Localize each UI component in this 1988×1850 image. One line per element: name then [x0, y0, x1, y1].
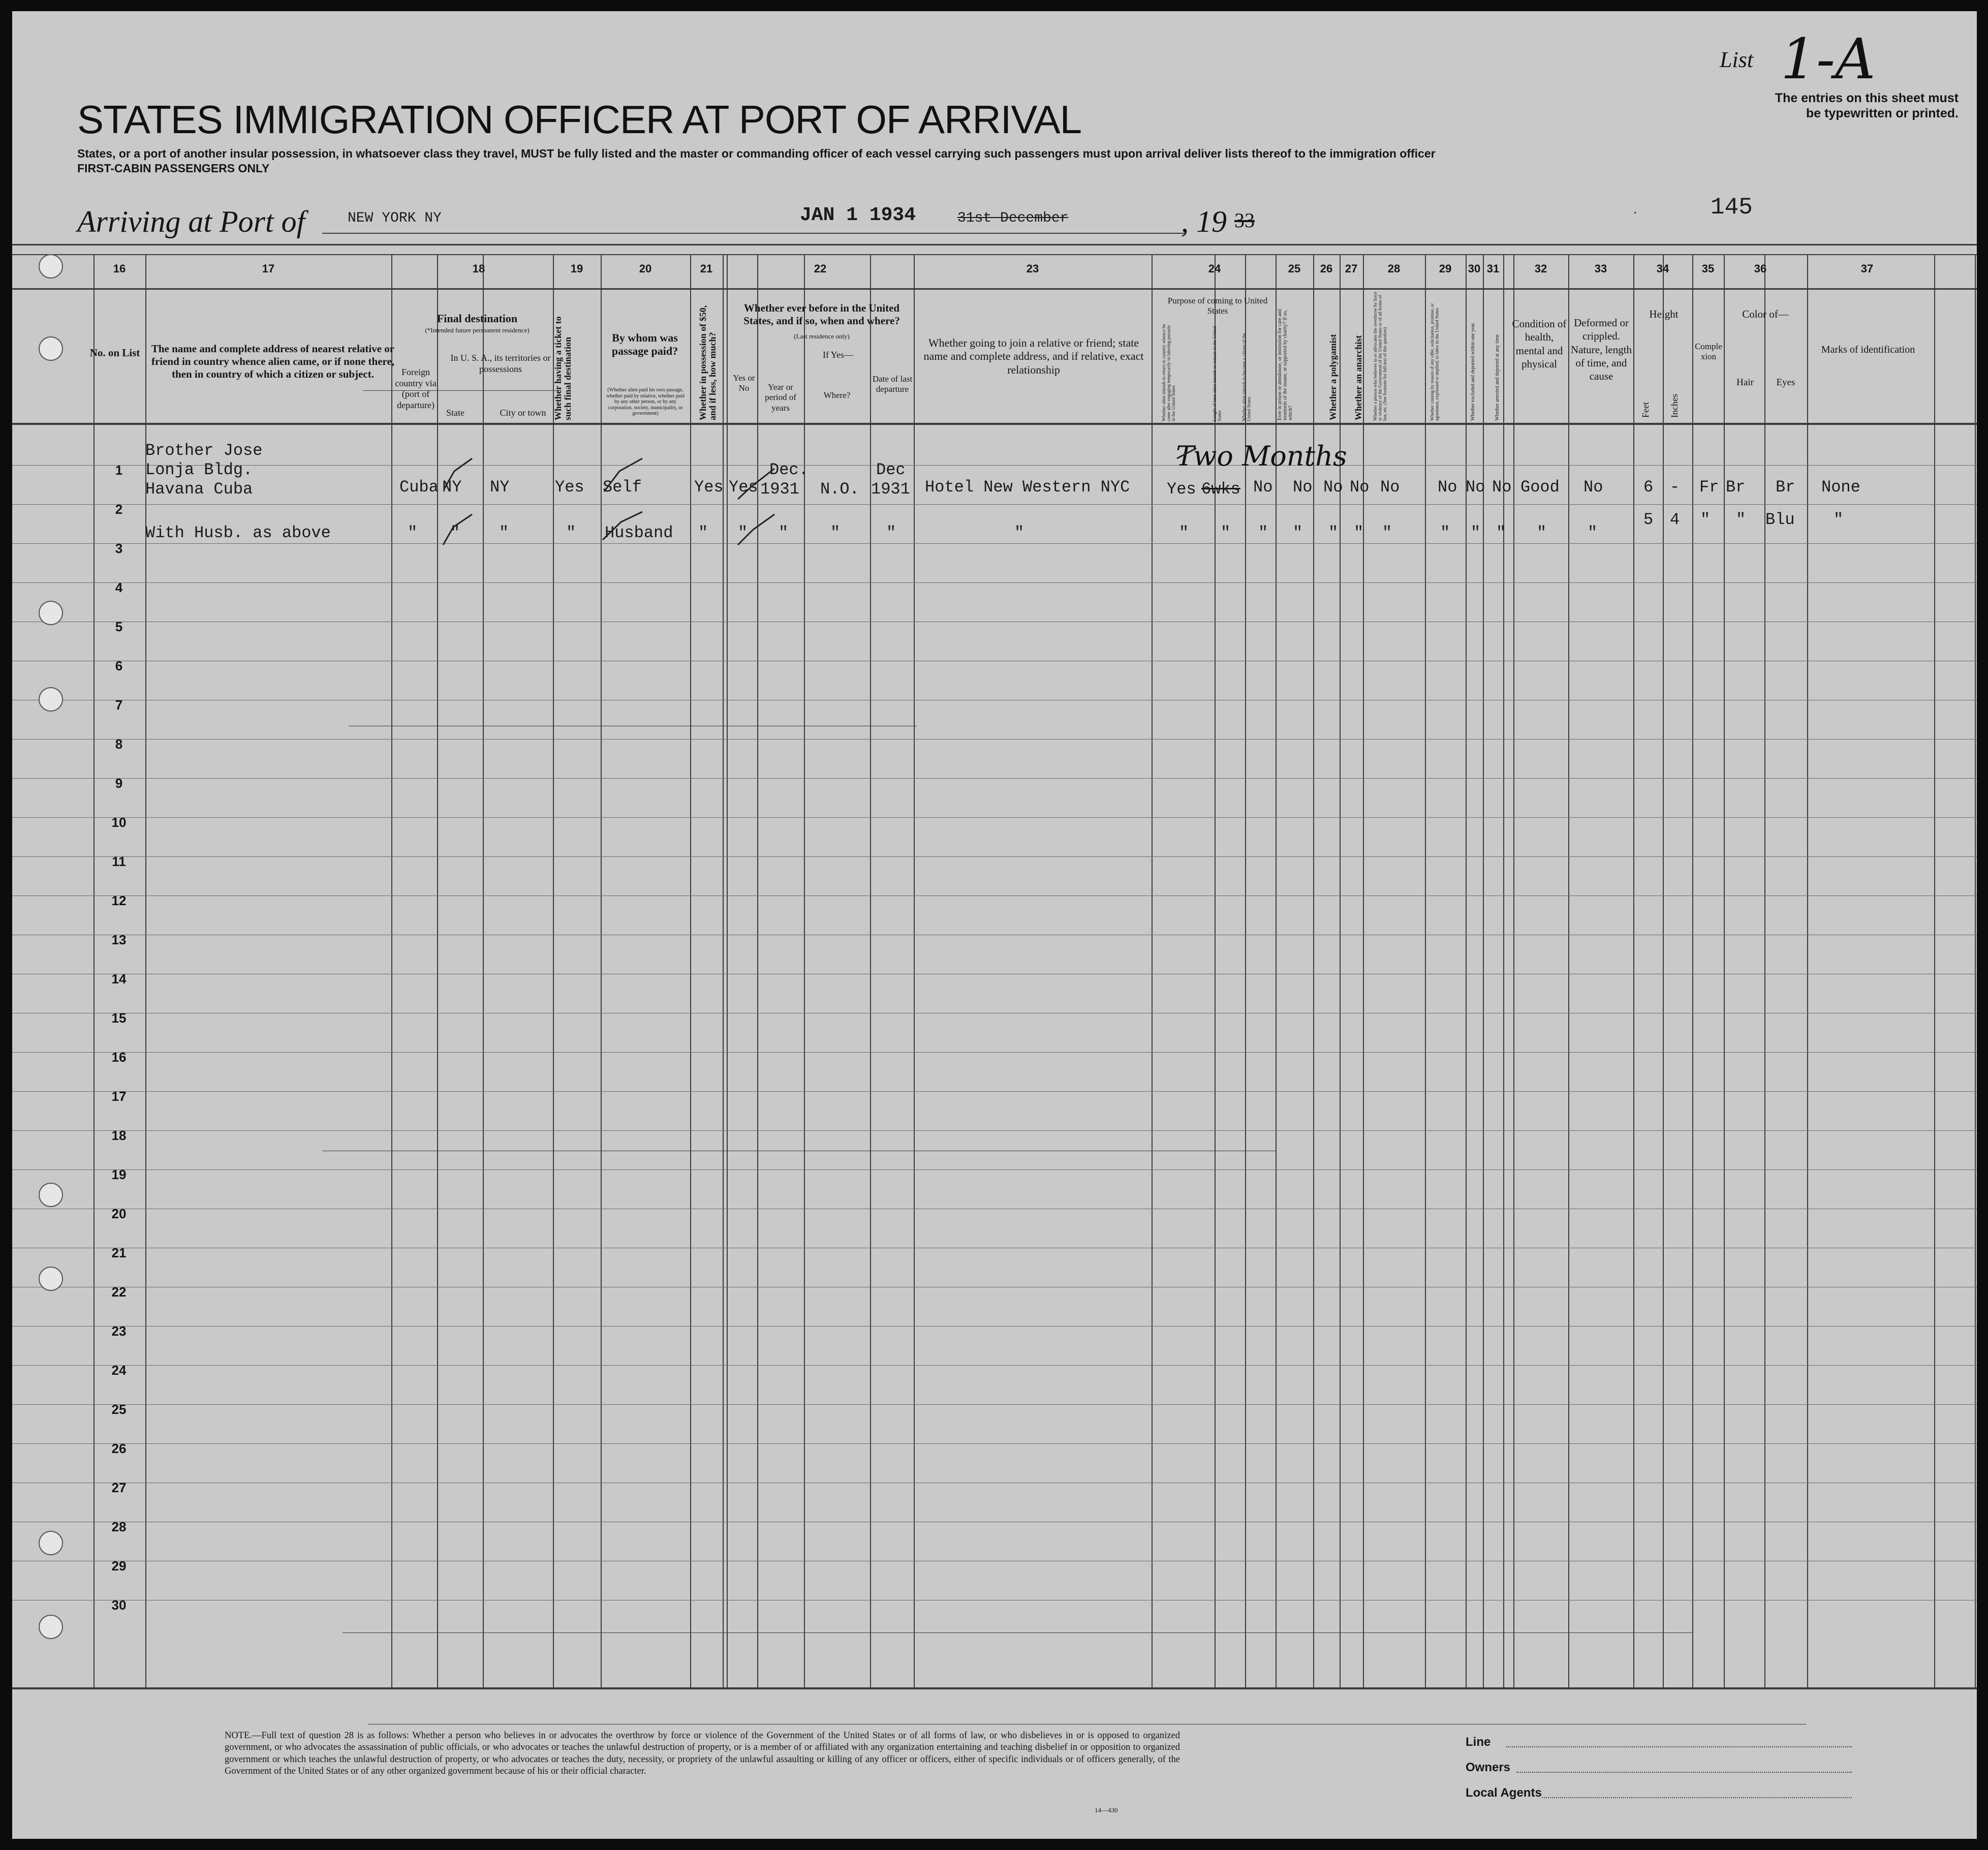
column-number: 32	[1534, 262, 1547, 275]
header-purpose: Purpose of coming to United States	[1167, 296, 1268, 316]
binder-hole	[39, 1615, 63, 1639]
header-deformed: Deformed or crippled. Nature, length of time, and cause	[1570, 317, 1632, 382]
header-inches: Inches	[1669, 394, 1680, 418]
header-year-or-period: Year or period of years	[765, 382, 796, 413]
row2-join: "	[1014, 523, 1024, 542]
header-prison: Ever in prison or almshouse, or institution for care and treatment of the insane, or supported by charity? If so, which?	[1277, 309, 1293, 420]
row1-polygamist: No	[1323, 478, 1343, 497]
row-number: 6	[115, 658, 123, 673]
row2-relative-line-1: With Husb. as above	[145, 523, 331, 542]
row1-arrested: No	[1492, 478, 1512, 497]
row-number: 10	[111, 815, 127, 830]
row-number: 3	[115, 541, 123, 556]
row-line	[12, 1326, 1977, 1327]
column-number: 19	[570, 262, 583, 275]
header-color-of: Color of—	[1742, 308, 1789, 320]
row2-arrested: "	[1496, 523, 1506, 542]
header-in-usa: In U. S. A., its territories or possessions	[450, 353, 551, 374]
header-ticket: Whether having a ticket to such final destination	[553, 316, 573, 420]
row1-ticket: Yes	[555, 478, 584, 497]
row1-hair: Br	[1726, 478, 1746, 497]
date-stamp: JAN 1 1934	[800, 204, 916, 226]
year-struck: 33	[1234, 209, 1255, 232]
state-check-2	[443, 514, 472, 545]
row-number: 27	[111, 1480, 127, 1495]
row-number: 24	[111, 1363, 127, 1378]
row2-offer: "	[1440, 523, 1450, 542]
binder-hole	[39, 687, 63, 712]
column-number: 26	[1320, 262, 1333, 275]
row-number: 22	[111, 1284, 127, 1300]
header-if-yes: If Yes—	[822, 350, 853, 360]
header-join-relative: Whether going to join a relative or friend; state name and complete address, and if relative, exact relationship	[923, 336, 1144, 376]
header-purpose-length: Length of time alien intends to remain in the United States	[1212, 326, 1222, 421]
row2-complexion: "	[1700, 510, 1711, 529]
header-purpose-citizen: Whether alien intends to become a citizen of the United States	[1241, 333, 1252, 421]
row1-join: Hotel New Western NYC	[925, 478, 1130, 497]
row-line	[12, 1365, 1977, 1366]
header-subrule	[343, 1632, 1692, 1633]
page-number-dots: .	[1633, 200, 1637, 217]
row-number: 20	[111, 1206, 127, 1221]
row-number: 26	[111, 1441, 127, 1456]
row-line	[12, 1404, 1977, 1405]
row2-hair: "	[1736, 510, 1746, 529]
column-number: 22	[814, 262, 827, 275]
row-number: 7	[115, 697, 123, 713]
class-line: FIRST-CABIN PASSENGERS ONLY	[77, 161, 270, 175]
page-number: 145	[1711, 194, 1753, 221]
row-number: 28	[111, 1519, 127, 1534]
line-field	[1506, 1746, 1852, 1747]
row1-ever-before: Yes	[729, 478, 758, 497]
row-number: 5	[115, 619, 123, 634]
owners-field	[1516, 1772, 1852, 1773]
row-number: 4	[115, 580, 123, 595]
header-anarchist: Whether an anarchist	[1353, 335, 1363, 420]
header-hair: Hair	[1736, 377, 1754, 388]
owners-label: Owners	[1466, 1761, 1511, 1774]
row1-offer: No	[1438, 478, 1457, 497]
row1-purpose-return: Yes	[1167, 480, 1196, 499]
date-struck: 31st December	[957, 210, 1069, 226]
row2-overthrow: "	[1382, 523, 1392, 542]
row-number: 11	[112, 854, 126, 869]
row1-marks: None	[1821, 478, 1860, 497]
header-by-whom-paid: By whom was passage paid?	[611, 331, 678, 358]
column-number: 16	[113, 262, 126, 275]
row2-health: "	[1537, 523, 1547, 542]
row2-ever-before: "	[738, 523, 748, 542]
row2-possession: "	[698, 523, 708, 542]
row2-inches: 4	[1670, 510, 1680, 529]
list-label: List	[1720, 47, 1754, 72]
row2-excluded: "	[1471, 523, 1481, 542]
row1-anarchist: No	[1350, 478, 1370, 497]
footer-top-rule	[12, 1687, 1977, 1689]
binder-hole	[39, 1267, 63, 1291]
typewritten-note-line-1: The entries on this sheet must	[1775, 91, 1959, 105]
header-marks: Marks of identification	[1821, 344, 1915, 355]
row-line	[12, 1091, 1977, 1092]
header-last-residence: (Last residence only)	[794, 332, 850, 340]
header-purpose-return: Whether alien intends to return to country whence he came after engaging temporarily in laboring pursuits in the United States	[1161, 324, 1176, 421]
line-label: Line	[1466, 1735, 1491, 1749]
column-number: 33	[1594, 262, 1607, 275]
row2-paid-by: Husband	[605, 523, 673, 542]
year-prefix: , 19	[1181, 205, 1227, 238]
column-number: 28	[1387, 262, 1401, 275]
row-number: 13	[111, 932, 127, 947]
header-health: Condition of health, mental and physical	[1512, 318, 1567, 370]
list-number-handwritten: 1-A	[1781, 26, 1876, 91]
column-number: 27	[1345, 262, 1358, 275]
row-number: 19	[111, 1167, 127, 1182]
state-check-1	[444, 458, 472, 489]
column-number: 37	[1860, 262, 1874, 275]
row-line	[12, 778, 1977, 779]
header-height: Height	[1649, 308, 1679, 320]
binder-hole	[39, 254, 63, 279]
row1-feet: 6	[1643, 478, 1654, 497]
header-arrested: Whether arrested and deported at any time	[1495, 334, 1500, 421]
header-by-whom-paid-note: (Whether alien paid his own passage, whether paid by relative, whether paid by any other person, or by any corporation, society, municipality, or government)	[606, 387, 685, 416]
column-number: 20	[639, 262, 652, 275]
paid-check-2	[603, 512, 642, 540]
row2-purpose-citizen: "	[1258, 523, 1268, 542]
row1-complexion: Fr	[1699, 478, 1719, 497]
row-number: 16	[111, 1050, 127, 1065]
binder-hole	[39, 1531, 63, 1555]
header-excluded: Whether excluded and deported within one year	[1470, 323, 1476, 421]
row2-eyes: Blu	[1765, 510, 1795, 529]
header-final-destination-note: (*Intended future permanent residence)	[425, 326, 530, 334]
paid-check-1	[604, 458, 642, 491]
row2-state: "	[450, 523, 460, 542]
row1-year-line-1: Dec.	[769, 460, 809, 479]
row-line	[12, 1169, 1977, 1170]
row2-prison: "	[1293, 523, 1303, 542]
row1-excluded: No	[1466, 478, 1485, 497]
column-number: 35	[1701, 262, 1715, 275]
form-number: 14—430	[1095, 1806, 1118, 1814]
header-state: State	[446, 408, 464, 418]
header-where: Where?	[823, 390, 851, 400]
row1-overthrow: No	[1380, 478, 1400, 497]
row-number: 2	[115, 502, 123, 517]
row-number: 29	[111, 1558, 127, 1574]
row-line	[12, 1443, 1977, 1444]
row2-ticket: "	[566, 523, 576, 542]
header-feet: Feet	[1640, 402, 1651, 418]
row1-relative-line-3: Havana Cuba	[145, 480, 253, 499]
purpose-scribble	[1177, 448, 1196, 458]
header-polygamist: Whether a polygamist	[1328, 334, 1338, 420]
ever-check-2	[738, 514, 774, 545]
column-number: 36	[1754, 262, 1767, 275]
row-line	[12, 856, 1977, 857]
row1-city: NY	[490, 478, 510, 497]
row2-foreign-country: "	[408, 523, 418, 542]
typewritten-note-line-2: be typewritten or printed.	[1806, 106, 1959, 120]
row-number: 8	[115, 736, 123, 752]
column-number: 24	[1208, 262, 1221, 275]
row-number: 18	[111, 1128, 127, 1143]
column-number: 17	[262, 262, 275, 275]
row1-relative-line-1: Brother Jose	[145, 441, 263, 460]
row2-where: "	[830, 523, 841, 542]
header-no-on-list: No. on List	[89, 347, 140, 359]
binder-hole	[39, 336, 63, 361]
manifest-sheet	[12, 11, 1977, 1839]
row1-state: NY	[442, 478, 462, 497]
row1-paid-by: Self	[603, 478, 642, 497]
row2-purpose-length: "	[1221, 523, 1231, 542]
row2-date: "	[886, 523, 896, 542]
row1-date-line-2: 1931	[871, 480, 910, 499]
header-date-last-departure: Date of last departure	[872, 374, 913, 394]
binder-hole	[39, 1183, 63, 1207]
port-value: NEW YORK NY	[348, 210, 442, 226]
row1-relative-line-2: Lonja Bldg.	[145, 460, 253, 479]
header-city-or-town: City or town	[500, 408, 546, 418]
row1-date-line-1: Dec	[876, 460, 906, 479]
header-relative-address: The name and complete address of nearest relative or friend in country whence alien came, or if none there, then in country of which a citizen or subject.	[151, 343, 395, 381]
row-number: 1	[115, 462, 123, 478]
row2-city: "	[499, 523, 509, 542]
row1-inches: -	[1670, 478, 1680, 497]
row-line	[12, 1130, 1977, 1131]
row2-polygamist: "	[1328, 523, 1339, 542]
row-line	[12, 817, 1977, 818]
column-number: 25	[1288, 262, 1301, 275]
footnote: NOTE.—Full text of question 28 is as follows: Whether a person who believes in or advocates the overthrow by force or violence of the Government of the United States or of all forms of law, or who disbelieves in or is opposed to organized government, or who advocates the assassination of public officials, or who advocates or teaches the unlawful destruction of property, or is a member of or affiliated with any organization entertaining and teaching disbelief in or opposition to organized government or which teaches the unlawful destruction of property, or who advocates or teaches the duty, necessity, or propriety of the unlawful assaulting or killing of any officer or officers, either of specific individuals or of officers generally, of the Government of the United States or of any other organized government because of his or their official character.	[225, 1731, 1180, 1777]
row-number: 15	[111, 1010, 127, 1026]
header-overthrow: Whether a person who believes in or advocates the overthrow by force or violence of the Government of the United States or of all forms of law, etc. (See footnote for full text of this question)	[1373, 291, 1387, 421]
local-agents-label: Local Agents	[1466, 1786, 1542, 1800]
column-number: 29	[1439, 262, 1452, 275]
row-number: 30	[111, 1597, 127, 1613]
header-possession-50: Whether in possession of $50, and if less, how much?	[698, 305, 718, 420]
column-number: 21	[700, 262, 713, 275]
column-number: 23	[1026, 262, 1039, 275]
header-ever-before: Whether ever before in the United States, and if so, when and where?	[743, 302, 900, 327]
row-number: 25	[111, 1402, 127, 1417]
local-agents-field	[1542, 1797, 1852, 1798]
arriving-label: Arriving at Port of	[77, 205, 305, 238]
header-final-destination: Final destination	[437, 312, 518, 325]
row1-purpose-length: 6wks	[1201, 480, 1240, 499]
row-number: 9	[115, 776, 123, 791]
column-number: 31	[1486, 262, 1500, 275]
subtitle-text: States, or a port of another insular possession, in whatsoever class they travel, MUST be fully listed and the master or commanding officer of each vessel carrying such passengers must upon arrival deliver lists thereof to the immigration officer	[77, 147, 1436, 160]
column-number: 34	[1656, 262, 1669, 275]
row2-purpose-return: "	[1179, 523, 1189, 542]
row1-possession: Yes	[694, 478, 724, 497]
row1-foreign-country: Cuba	[399, 478, 439, 497]
row2-anarchist: "	[1354, 523, 1364, 542]
row2-feet: 5	[1643, 510, 1654, 529]
column-number: 18	[472, 262, 485, 275]
row-number: 12	[111, 893, 127, 908]
page-title: STATES IMMIGRATION OFFICER AT PORT OF ARRIVAL	[77, 97, 1082, 142]
checkmark-overlay	[12, 11, 1977, 621]
row2-deformed: "	[1588, 523, 1598, 542]
row1-health: Good	[1520, 478, 1560, 497]
row1-eyes: Br	[1776, 478, 1795, 497]
row-number: 23	[111, 1323, 127, 1339]
row1-where: N.O.	[820, 480, 859, 499]
header-offer: Whether coming by reason of any offer, solicitation, promise, or agreement, expressed or implied, to labor in the United States	[1430, 303, 1440, 421]
row1-prison: No	[1293, 478, 1313, 497]
row2-marks: "	[1834, 510, 1844, 529]
row1-year-line-2: 1931	[760, 480, 799, 499]
column-number: 30	[1468, 262, 1481, 275]
row2-year: "	[779, 523, 789, 542]
ever-check-1	[738, 469, 774, 499]
header-yes-or-no: Yes or No	[733, 373, 755, 393]
row-number: 17	[111, 1089, 127, 1104]
header-foreign-country: Foreign country via (port of departure)	[395, 367, 437, 410]
row1-purpose-citizen: No	[1253, 478, 1273, 497]
row1-purpose-length-handwritten: Two Months	[1176, 440, 1347, 472]
header-eyes: Eyes	[1776, 377, 1795, 388]
header-complexion: Complexion	[1695, 342, 1722, 362]
row-line	[12, 1052, 1977, 1053]
row-number: 14	[111, 971, 127, 986]
row-number: 21	[111, 1245, 127, 1260]
binder-hole	[39, 601, 63, 625]
row1-deformed: No	[1583, 478, 1603, 497]
